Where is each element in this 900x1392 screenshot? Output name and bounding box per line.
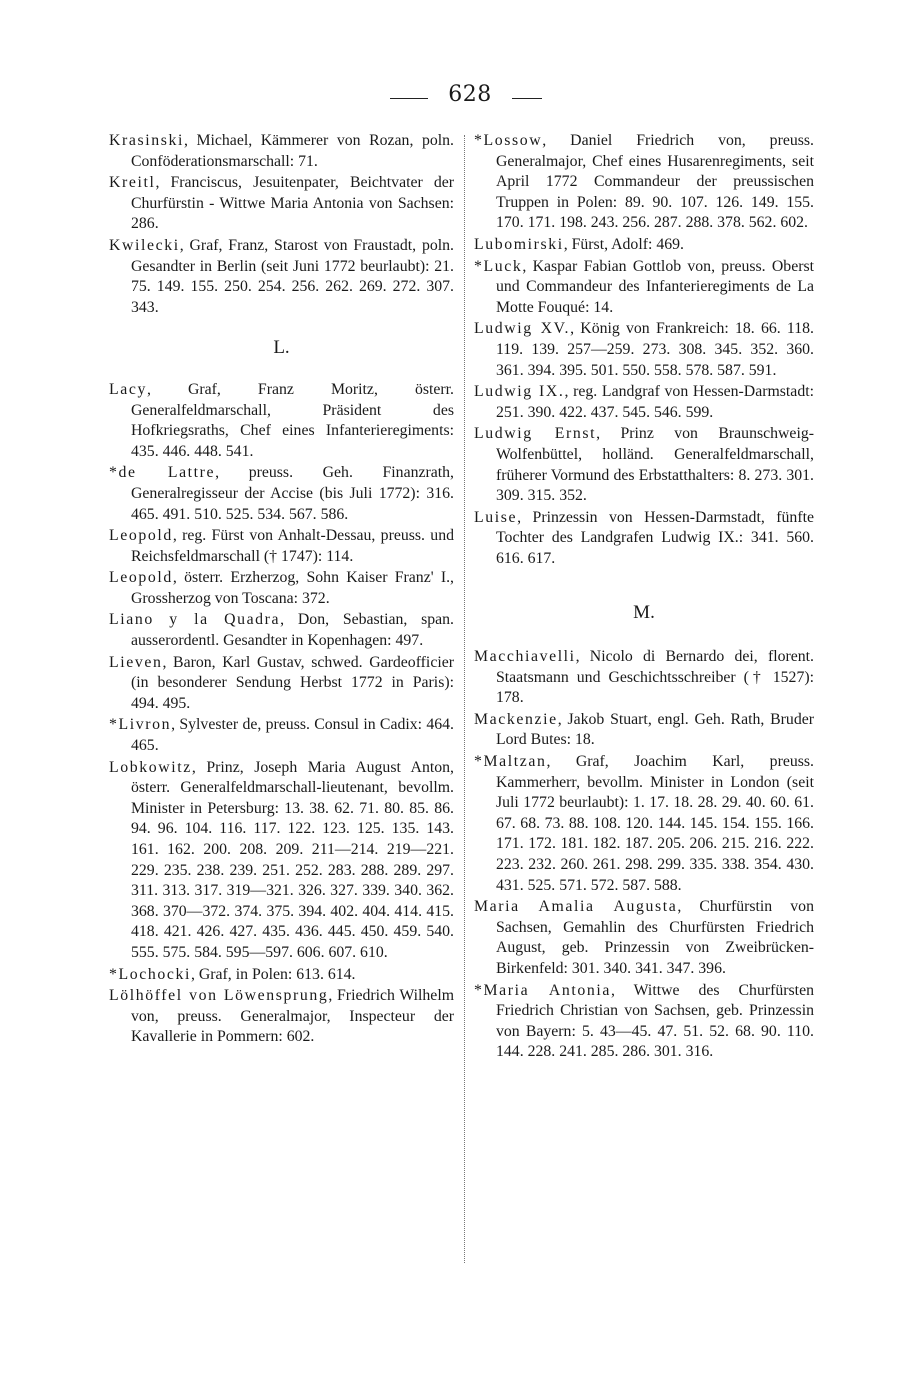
entry-text: , Graf, in Polen: 613. 614. xyxy=(190,965,356,983)
entry-name: Lubomirski xyxy=(474,235,564,253)
entry-text: , Michael, Kämmerer von Rozan, poln. Conföderationsmarschall: 71. xyxy=(131,132,454,170)
index-entry xyxy=(474,235,814,256)
entry-name: Ludwig Ernst xyxy=(474,425,597,443)
index-entry xyxy=(109,986,454,1048)
index-entry xyxy=(474,710,814,751)
index-entry xyxy=(474,257,814,319)
index-entry xyxy=(109,715,454,756)
entry-name: *de Lattre xyxy=(109,464,216,482)
entry-text: , reg. Landgraf von Hessen-Darmstadt: 251. 390. 422. 437. 545. 546. 599. xyxy=(496,383,814,421)
entry-text: , König von Frankreich: 18. 66. 118. 119. 139. 257—259. 273. 308. 345. 352. 360. 361. 394. 395. 501. 550. 558. 578. 587. 591. xyxy=(496,320,814,379)
entry-text: , Wittwe des Churfürsten Friedrich Christian von Sachsen, geb. Prinzessin von Bayern: 5. 43—45. 47. 51. 52. 68. 90. 110. 144. 228. 241. 285. 286. 301. 316. xyxy=(496,981,814,1061)
entry-text: , Graf, Joachim Karl, preuss. Kammerherr, bevollm. Minister in London (seit Juli 1772 beurlaubt): 1. 17. 18. 28. 29. 40. 60. 61. 67. 68. 73. 88. 108. 120. 144. 145. 154. 155. 166. 171. 172. 181. 182. 187. 205. 206. 215. 216. 222. 223. 232. 260. 261. 298. 299. 335. 338. 354. 430. 431. 525. 571. 572. 587. 588. xyxy=(496,753,814,894)
index-entry xyxy=(474,752,814,896)
section-letter-l: L. xyxy=(273,337,290,359)
entry-text: , Churfürstin von Sachsen, Gemahlin des Churfürsten Friedrich August, geb. Prinzessin von Zweibrücken-Birkenfeld: 301. 340. 341. 347. 396. xyxy=(496,898,814,977)
entry-name: Lieven xyxy=(109,653,163,671)
index-entry xyxy=(474,424,814,506)
entry-name: Ludwig XV. xyxy=(474,320,571,338)
right-entries-before xyxy=(474,131,814,569)
entry-name: Maria Amalia Augusta xyxy=(474,898,678,916)
entry-name: *Lochocki xyxy=(109,965,191,983)
index-entry xyxy=(474,647,814,709)
entry-name: Mackenzie xyxy=(474,710,558,728)
entry-text: , Prinz, Joseph Maria August Anton, österr. Generalfeldmarschall-lieutenant, bevollm. Minister in Petersburg: 13. 38. 62. 71. 80. 85. 86. 94. 96. 104. 116. 117. 122. 123. 125. 135. 143. 161. 162. 200. 208. 209. 211—214. 219—221. 229. 235. 238. 239. 251. 252. 283. 288. 289. 297. 311. 313. 317. 319—321. 326. 327. 339. 340. 362. 368. 370—372. 374. 375. 394. 402. 404. 414. 415. 418. 421. 426. 427. 435. 436. 445. 450. 459. 540. 555. 575. 584. 595—597. 606. 607. 610. xyxy=(131,758,454,961)
entry-text: , Graf, Franz, Starost von Fraustadt, poln. Gesandter in Berlin (seit Juni 1772 beurlaubt): 21. 75. 149. 155. 250. 254. 256. 262. 269. 272. 307. 343. xyxy=(131,236,454,316)
entry-text: , Prinzessin von Hessen-Darmstadt, fünfte Tochter des Landgrafen Ludwig IX.: 341. 560. 616. 617. xyxy=(496,508,814,567)
entry-name: *Maltzan xyxy=(474,753,547,771)
entry-text: , Sylvester de, preuss. Consul in Cadix: 464. 465. xyxy=(131,716,454,755)
index-entry xyxy=(474,981,814,1063)
entry-name: Krasinski xyxy=(109,132,184,149)
right-entries-after xyxy=(474,647,814,1063)
entry-name: Kreitl xyxy=(109,174,156,192)
column-divider xyxy=(464,135,465,1263)
entry-text: , Don, Sebastian, span. ausserordentl. Gesandter in Kopenhagen: 497. xyxy=(131,611,454,650)
index-entry xyxy=(474,382,814,423)
entry-name: Liano y la Quadra xyxy=(109,611,281,629)
entry-name: Ludwig IX. xyxy=(474,383,565,401)
index-entry xyxy=(109,131,454,172)
left-entries-before xyxy=(109,131,454,318)
index-entry xyxy=(474,897,814,979)
entry-name: Luise xyxy=(474,508,518,526)
section-letter-m: M. xyxy=(633,602,655,624)
entry-text: , reg. Fürst von Anhalt-Dessau, preuss. und Reichsfeldmarschall († 1747): 114. xyxy=(131,527,454,565)
entry-name: Kwilecki xyxy=(109,236,180,254)
index-entry xyxy=(474,319,814,381)
entry-name: *Maria Antonia xyxy=(474,981,612,999)
entry-name: Lobkowitz xyxy=(109,758,192,776)
right-column xyxy=(474,131,814,1064)
entry-text: , Daniel Friedrich von, preuss. Generalmajor, Chef eines Husarenregiments, seit April 1772 Commandeur der preussischen Truppen in Polen: 89. 90. 107. 126. 149. 155. 170. 171. 198. 243. 256. 287. 288. 378. 562. 602. xyxy=(496,132,814,232)
entry-name: Leopold xyxy=(109,569,173,587)
entry-text: , Graf, Franz Moritz, österr. Generalfeldmarschall, Präsident des Hofkriegsraths, Chef eines Infanterieregiments: 435. 446. 448. 541. xyxy=(131,380,454,460)
index-entry xyxy=(109,236,454,318)
index-entry xyxy=(109,173,454,235)
entry-name: Leopold xyxy=(109,527,173,545)
index-entry xyxy=(109,380,454,462)
entry-name: *Lossow xyxy=(474,132,543,149)
index-entry xyxy=(109,965,454,986)
entry-text: , Nicolo di Bernardo dei, florent. Staatsmann und Geschichtsschreiber († 1527): 178. xyxy=(496,648,814,707)
header-rule-left xyxy=(390,98,428,99)
entry-text: , österr. Erzherzog, Sohn Kaiser Franz' I., Grossherzog von Toscana: 372. xyxy=(131,569,454,607)
entry-text: , Kaspar Fabian Gottlob von, preuss. Oberst und Commandeur des Infanterieregiments de La Motte Fouqué: 14. xyxy=(496,257,814,316)
index-entry xyxy=(109,463,454,525)
entry-name: *Luck xyxy=(474,257,523,275)
page-number: 628 xyxy=(448,82,492,107)
entry-text: , Franciscus, Jesuitenpater, Beichtvater der Churfürstin - Wittwe Maria Antonia von Sachsen: 286. xyxy=(131,174,454,233)
header-rule-right xyxy=(512,98,542,99)
entry-text: , Prinz von Braunschweig-Wolfenbüttel, holländ. Generalfeldmarschall, früherer Vormund des Erbstatthalters: 8. 273. 301. 309. 315. 352. xyxy=(496,425,814,505)
entry-name: *Livron xyxy=(109,716,172,734)
index-entry xyxy=(474,131,814,234)
entry-text: , Friedrich Wilhelm von, preuss. Generalmajor, Inspecteur der Kavallerie in Pommern: 602. xyxy=(131,987,454,1046)
index-entry xyxy=(109,568,454,609)
left-entries-after xyxy=(109,380,454,1048)
index-entry xyxy=(109,526,454,567)
index-entry xyxy=(109,653,454,715)
index-entry xyxy=(474,508,814,570)
page-header xyxy=(0,82,900,112)
entry-name: Lölhöffel von Löwensprung xyxy=(109,987,329,1005)
entry-name: Lacy xyxy=(109,380,147,398)
index-entry xyxy=(109,758,454,964)
left-column xyxy=(109,131,454,1049)
entry-name: Macchiavelli xyxy=(474,648,576,666)
index-entry xyxy=(109,610,454,651)
entry-text: , Jakob Stuart, engl. Geh. Rath, Bruder Lord Butes: 18. xyxy=(496,710,814,749)
entry-text: , preuss. Geh. Finanzrath, Generalregisseur der Accise (bis Juli 1772): 316. 465. 491. 510. 525. 534. 567. 586. xyxy=(131,464,455,523)
entry-text: , Baron, Karl Gustav, schwed. Gardeofficier (in besonderer Sendung Herbst 1772 in Paris): 494. 495. xyxy=(131,653,454,712)
entry-text: , Fürst, Adolf: 469. xyxy=(563,235,684,253)
